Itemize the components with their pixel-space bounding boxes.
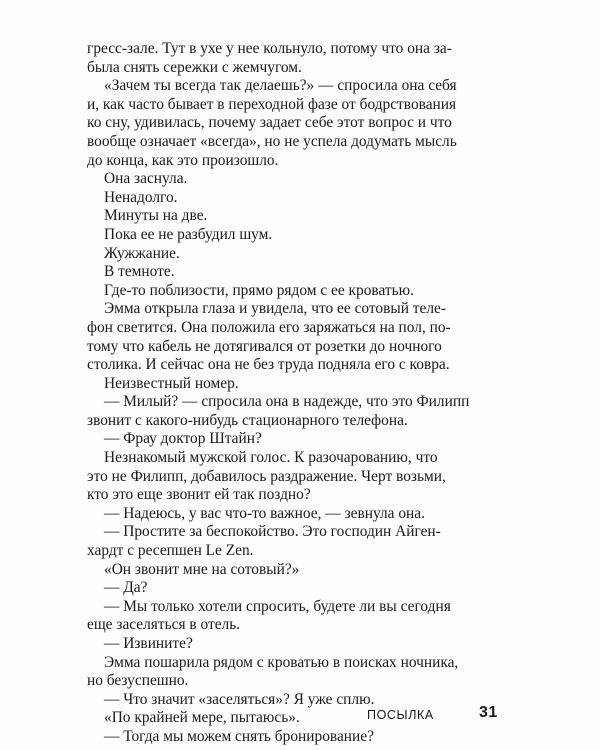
text-line: — Что значит «заселяться»? Я уже сплю. — [104, 690, 375, 708]
text-line: столика. И сейчас она не без труда подняла его с ковра. — [87, 356, 450, 374]
text-line: Ненадолго. — [104, 188, 178, 206]
text-line: но безуспешно. — [87, 672, 189, 690]
running-head: ПОСЫЛКА — [367, 708, 434, 722]
page-footer — [367, 704, 517, 724]
text-line: тому что кабель не дотягивался от розетки до ночного — [87, 337, 442, 355]
text-line: Где-то поблизости, прямо рядом с ее кроватью. — [104, 281, 414, 299]
text-line: — Извините? — [104, 635, 193, 652]
text-line: это не Филипп, добавилось раздражение. Черт возьми, — [87, 467, 446, 485]
text-line: — Да? — [104, 579, 148, 597]
body-text — [87, 40, 516, 747]
text-line: — Тогда мы можем снять бронирование? — [104, 727, 374, 745]
text-line: Эмма открыла глаза и увидела, что ее сотовый телe- — [104, 300, 446, 318]
text-line: «По крайней мере, пытаюсь». — [104, 709, 300, 727]
text-line: — Мы только хотели спросить, будете ли вы сегодня — [104, 597, 451, 615]
text-line: хардт с ресепшен Le Zen. — [87, 542, 254, 560]
text-line: фон светится. Она положила его заряжаться на пол, по- — [87, 318, 451, 336]
text-line: вообще означает «всегда», но не успела додумать мысль — [87, 132, 457, 150]
page-number: 31 — [479, 704, 498, 721]
text-line: Пока ее не разбудил шум. — [104, 225, 273, 243]
text-line: — Фрау доктор Штайн? — [104, 430, 262, 448]
text-line: «Зачем ты всегда так делаешь?» — спросила она себя — [104, 77, 457, 95]
text-line: ко сну, удивилась, почему задает себе этот вопрос и что — [87, 114, 452, 132]
text-line: «Он звонит мне на сотовый?» — [104, 560, 300, 578]
text-line: — Милый? — спросила она в надежде, что это Филипп — [104, 393, 470, 411]
text-line: — Простите за беспокойство. Это господин Айген- — [104, 523, 441, 541]
text-line: звонит с какого-нибудь стационарного телефона. — [87, 411, 408, 429]
text-line: Жужжание. — [104, 244, 180, 262]
text-line: кто это еще звонит ей так поздно? — [87, 486, 311, 504]
text-line: была снять сережки с жемчугом. — [87, 58, 302, 76]
text-line: Эмма пошарила рядом с кроватью в поисках ночника, — [104, 653, 459, 671]
text-line: Неизвестный номер. — [104, 374, 239, 392]
text-line: гресс-зале. Тут в ухе у нее кольнуло, потому что она за- — [87, 40, 452, 57]
text-line: и, как часто бывает в переходной фазе от бодрствования — [87, 95, 457, 113]
text-line: — Надеюсь, у вас что-то важное, — зевнула она. — [104, 504, 425, 522]
text-line: Незнакомый мужской голос. К разочарованию, что — [104, 449, 438, 467]
text-line: Она заснула. — [104, 170, 188, 188]
text-line: до конца, как это произошло. — [87, 151, 279, 169]
text-line: Минуты на две. — [104, 207, 208, 225]
text-line: В темноте. — [104, 263, 175, 281]
text-line: еще заселяться в отель. — [87, 616, 241, 634]
